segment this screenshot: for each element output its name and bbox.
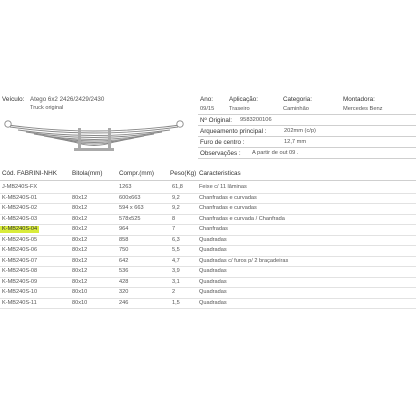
cell-code: K-MB240S-07	[2, 257, 38, 264]
original-value: 9583200106	[240, 117, 272, 123]
cell-peso: 3,1	[172, 278, 180, 285]
cell-comprimento: 600x663	[119, 194, 141, 201]
cell-bitola: 80x12	[72, 194, 88, 201]
cell-comprimento: 246	[119, 299, 129, 306]
cell-peso: 8	[172, 215, 176, 222]
cell-peso: 9,2	[172, 205, 180, 212]
cell-code: K-MB240S-09	[2, 278, 38, 285]
ano-value: 09/15	[200, 106, 215, 112]
cell-caracteristicas: Quadradas c/ furos p/ 2 braçadeiras	[199, 257, 289, 264]
arqueamento-label: Arqueamento principal :	[200, 128, 267, 135]
cell-peso: 2	[172, 289, 176, 296]
cell-caracteristicas: Quadradas	[199, 278, 227, 285]
cell-code: K-MB240S-01	[2, 194, 38, 201]
cell-comprimento: 1263	[119, 184, 132, 191]
cell-comprimento: 578x525	[119, 215, 141, 222]
col-header-peso: Peso(Kg)	[170, 170, 197, 177]
cell-caracteristicas: Quadradas	[199, 236, 227, 243]
cell-peso: 7	[172, 226, 176, 233]
cell-peso: 4,7	[172, 257, 180, 264]
categoria-label: Categoria:	[283, 96, 313, 103]
cell-code: K-MB240S-10	[2, 289, 38, 296]
categoria-value: Caminhão	[283, 106, 309, 112]
montadora-value: Mercedes Benz	[343, 106, 383, 112]
cell-comprimento: 536	[119, 268, 129, 275]
cell-comprimento: 642	[119, 257, 129, 264]
cell-caracteristicas: Quadradas	[199, 299, 227, 306]
vehicle-subtitle: Truck original	[30, 105, 64, 111]
furo-label: Furo de centro :	[200, 139, 245, 146]
cell-bitola: 80x12	[72, 268, 88, 275]
table-row	[0, 193, 420, 204]
cell-bitola: 80x12	[72, 247, 88, 254]
cell-comprimento: 858	[119, 236, 129, 243]
table-row	[0, 245, 420, 256]
furo-value: 12,7 mm	[284, 139, 307, 145]
leaf-spring-image	[2, 118, 187, 156]
aplicacao-label: Aplicação:	[229, 96, 259, 103]
original-label: Nº Original:	[200, 117, 233, 124]
cell-comprimento: 594 x 663	[119, 205, 144, 212]
cell-code: K-MB240S-02	[2, 205, 38, 212]
table-row	[0, 277, 420, 288]
col-header-comprimento: Compr.(mm)	[119, 170, 154, 177]
cell-caracteristicas: Feixe c/ 11 lâminas	[199, 184, 247, 191]
table-row	[0, 256, 420, 267]
cell-code: K-MB240S-05	[2, 236, 38, 243]
vehicle-label: Veículo:	[2, 96, 25, 103]
cell-caracteristicas: Quadradas	[199, 289, 227, 296]
cell-comprimento: 964	[119, 226, 129, 233]
cell-code: K-MB240S-08	[2, 268, 38, 275]
cell-comprimento: 750	[119, 247, 129, 254]
cell-caracteristicas: Chanfradas e curvada / Chanfrada	[199, 215, 285, 222]
table-row	[0, 182, 420, 193]
cell-caracteristicas: Chanfradas e curvadas	[199, 205, 257, 212]
ano-label: Ano:	[200, 96, 213, 103]
cell-peso: 5,5	[172, 247, 180, 254]
table-row	[0, 235, 420, 246]
cell-code: K-MB240S-06	[2, 247, 38, 254]
cell-caracteristicas: Chanfradas e curvadas	[199, 194, 257, 201]
cell-code: J-MB240S-FX	[2, 184, 38, 191]
col-header-code: Cód. FABRINI-NHK	[2, 170, 57, 177]
cell-bitola: 80x12	[72, 226, 88, 233]
cell-code: K-MB240S-04	[2, 226, 38, 232]
arqueamento-value: 202mm (c/p)	[284, 128, 316, 134]
cell-bitola: 80x12	[72, 278, 88, 285]
cell-peso: 9,2	[172, 194, 180, 201]
vehicle-model: Atego 6x2 2426/2429/2430	[30, 96, 105, 103]
cell-bitola: 80x10	[72, 299, 88, 306]
cell-peso: 3,9	[172, 268, 180, 275]
cell-bitola: 80x12	[72, 236, 88, 243]
cell-code: K-MB240S-03	[2, 215, 38, 222]
observacoes-value: A partir de out 09 .	[252, 150, 299, 156]
cell-bitola: 80x12	[72, 215, 88, 222]
cell-code: K-MB240S-11	[2, 299, 37, 306]
table-row	[0, 214, 420, 225]
table-row	[0, 298, 420, 309]
cell-caracteristicas: Quadradas	[199, 268, 227, 275]
table-row	[0, 203, 420, 214]
cell-comprimento: 320	[119, 289, 129, 296]
montadora-label: Montadora:	[343, 96, 375, 103]
cell-bitola: 80x10	[72, 289, 88, 296]
cell-caracteristicas: Chanfradas	[199, 226, 228, 233]
observacoes-label: Observações :	[200, 150, 241, 157]
cell-peso: 6,3	[172, 236, 180, 243]
cell-bitola: 80x12	[72, 257, 88, 264]
col-header-caracteristicas: Caracteristicas	[199, 170, 241, 177]
cell-bitola: 80x12	[72, 205, 88, 212]
cell-comprimento: 428	[119, 278, 129, 285]
table-row	[0, 266, 420, 277]
table-row	[0, 224, 420, 235]
cell-peso: 1,5	[172, 299, 180, 306]
cell-caracteristicas: Quadradas	[199, 247, 227, 254]
table-row	[0, 287, 420, 298]
aplicacao-value: Traseiro	[229, 106, 250, 112]
cell-peso: 61,8	[172, 184, 183, 191]
col-header-bitola: Bitola(mm)	[72, 170, 103, 177]
